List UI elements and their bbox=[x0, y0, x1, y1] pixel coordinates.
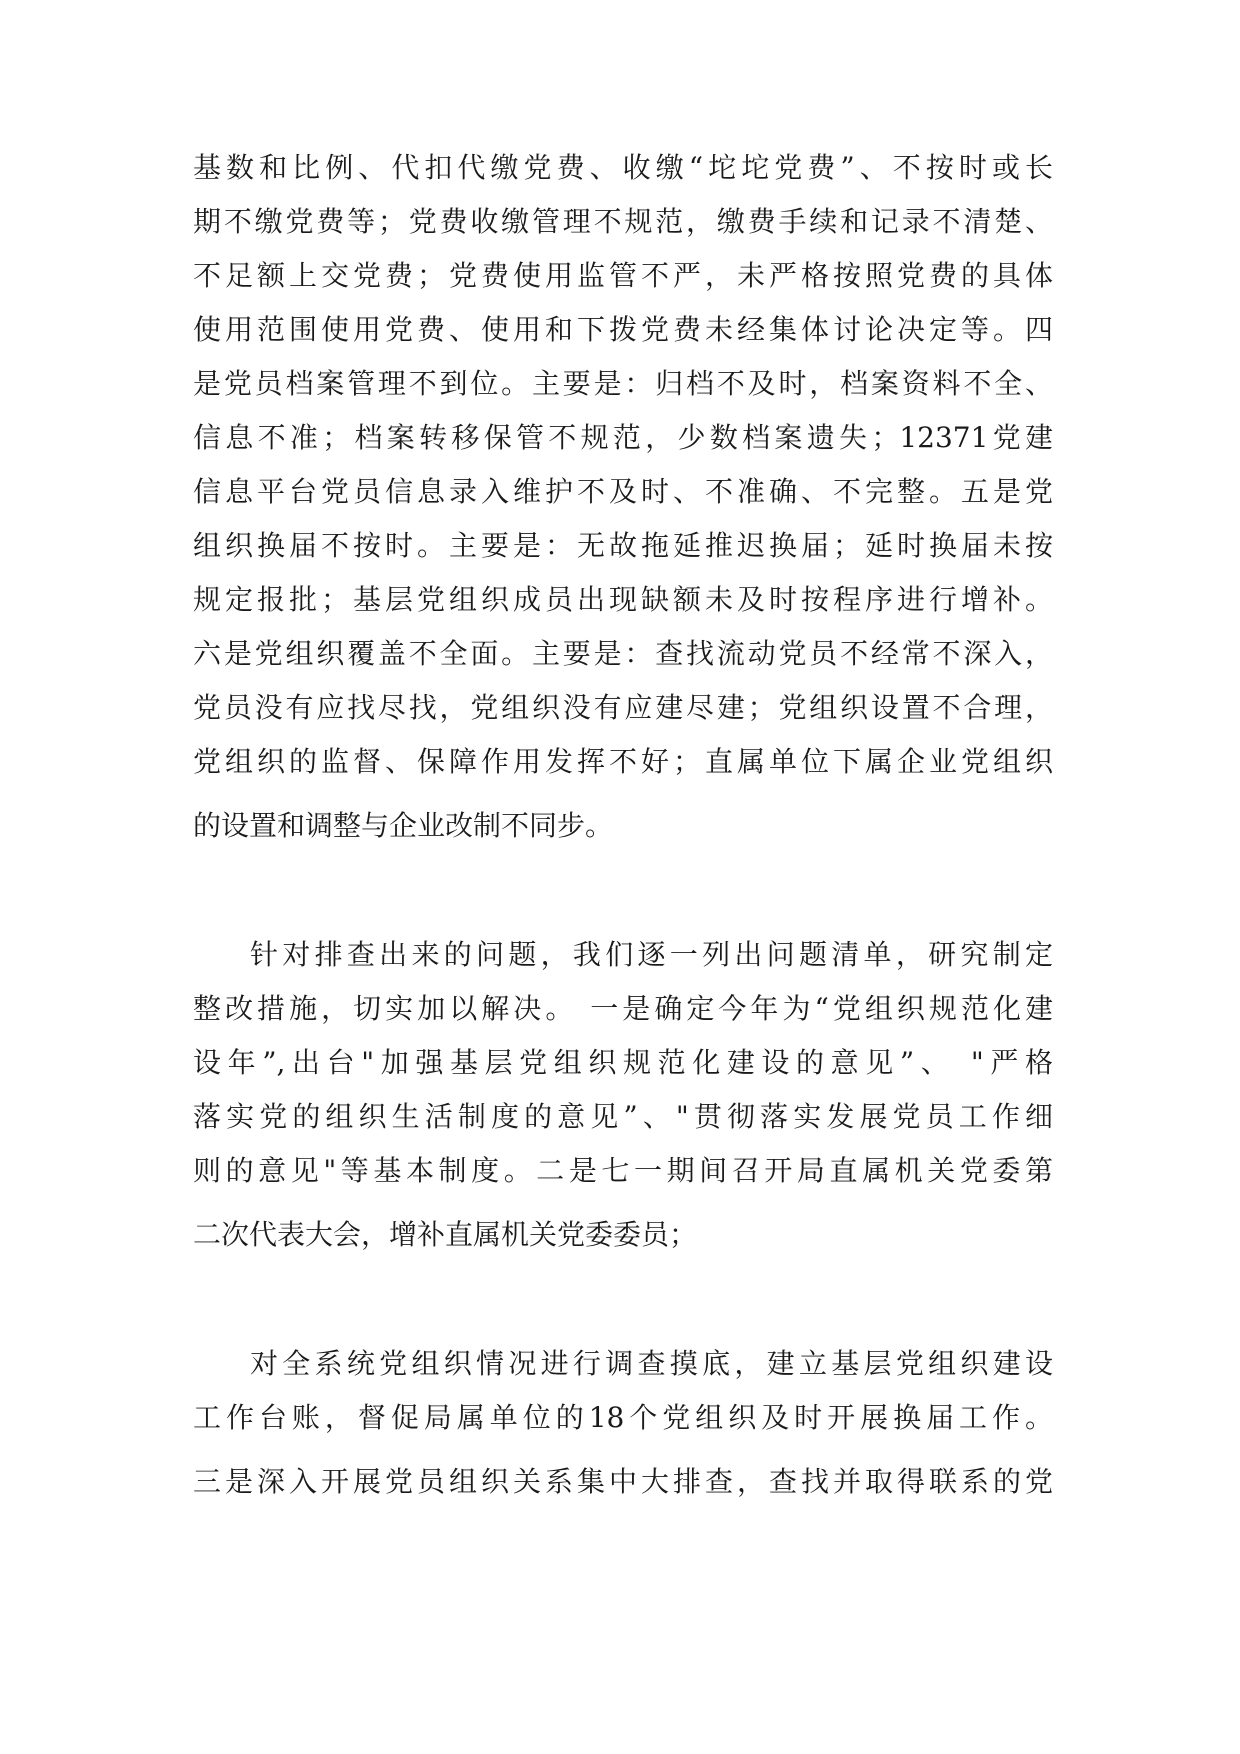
paragraph-3-line-2: 工作台账，督促局属单位的18个党组织及时开展换届工作。 bbox=[193, 1401, 1053, 1434]
paragraph-1-line-10: 六是党组织覆盖不全面。主要是：查找流动党员不经常不深入， bbox=[193, 637, 1053, 670]
paragraph-1-line-3: 不足额上交党费；党费使用监管不严，未严格按照党费的具体 bbox=[193, 259, 1053, 292]
paragraph-1-line-7: 信息平台党员信息录入维护不及时、不准确、不完整。五是党 bbox=[193, 475, 1053, 508]
paragraph-1-line-12: 党组织的监督、保障作用发挥不好；直属单位下属企业党组织 bbox=[193, 745, 1053, 778]
paragraph-1-line-13: 的设置和调整与企业改制不同步。 bbox=[193, 809, 614, 842]
paragraph-1-line-1: 基数和比例、代扣代缴党费、收缴“坨坨党费”、不按时或长 bbox=[193, 151, 1053, 184]
paragraph-3-line-3: 三是深入开展党员组织关系集中大排查，查找并取得联系的党 bbox=[193, 1465, 1053, 1498]
paragraph-1-line-5: 是党员档案管理不到位。主要是：归档不及时，档案资料不全、 bbox=[193, 367, 1053, 400]
paragraph-2-line-4: 落实党的组织生活制度的意见”、"贯彻落实发展党员工作细 bbox=[193, 1100, 1053, 1133]
paragraph-1-line-9: 规定报批；基层党组织成员出现缺额未及时按程序进行增补。 bbox=[193, 583, 1053, 616]
paragraph-3-line-1: 对全系统党组织情况进行调查摸底，建立基层党组织建设 bbox=[250, 1347, 1053, 1380]
paragraph-2-line-2: 整改措施，切实加以解决。 一是确定今年为“党组织规范化建 bbox=[193, 992, 1053, 1025]
paragraph-2-line-3: 设年”,出台"加强基层党组织规范化建设的意见”、 "严格 bbox=[193, 1046, 1053, 1079]
paragraph-1-line-4: 使用范围使用党费、使用和下拨党费未经集体讨论决定等。四 bbox=[193, 313, 1053, 346]
paragraph-1-line-6: 信息不准；档案转移保管不规范，少数档案遗失；12371党建 bbox=[193, 421, 1053, 454]
paragraph-2-line-5: 则的意见"等基本制度。二是七一期间召开局直属机关党委第 bbox=[193, 1154, 1053, 1187]
paragraph-2-line-1: 针对排查出来的问题，我们逐一列出问题清单，研究制定 bbox=[250, 938, 1053, 971]
paragraph-1-line-8: 组织换届不按时。主要是：无故拖延推迟换届；延时换届未按 bbox=[193, 529, 1053, 562]
paragraph-2-line-6: 二次代表大会，增补直属机关党委委员； bbox=[193, 1218, 698, 1251]
paragraph-1-line-11: 党员没有应找尽找，党组织没有应建尽建；党组织设置不合理， bbox=[193, 691, 1053, 724]
paragraph-1-line-2: 期不缴党费等；党费收缴管理不规范，缴费手续和记录不清楚、 bbox=[193, 205, 1053, 238]
